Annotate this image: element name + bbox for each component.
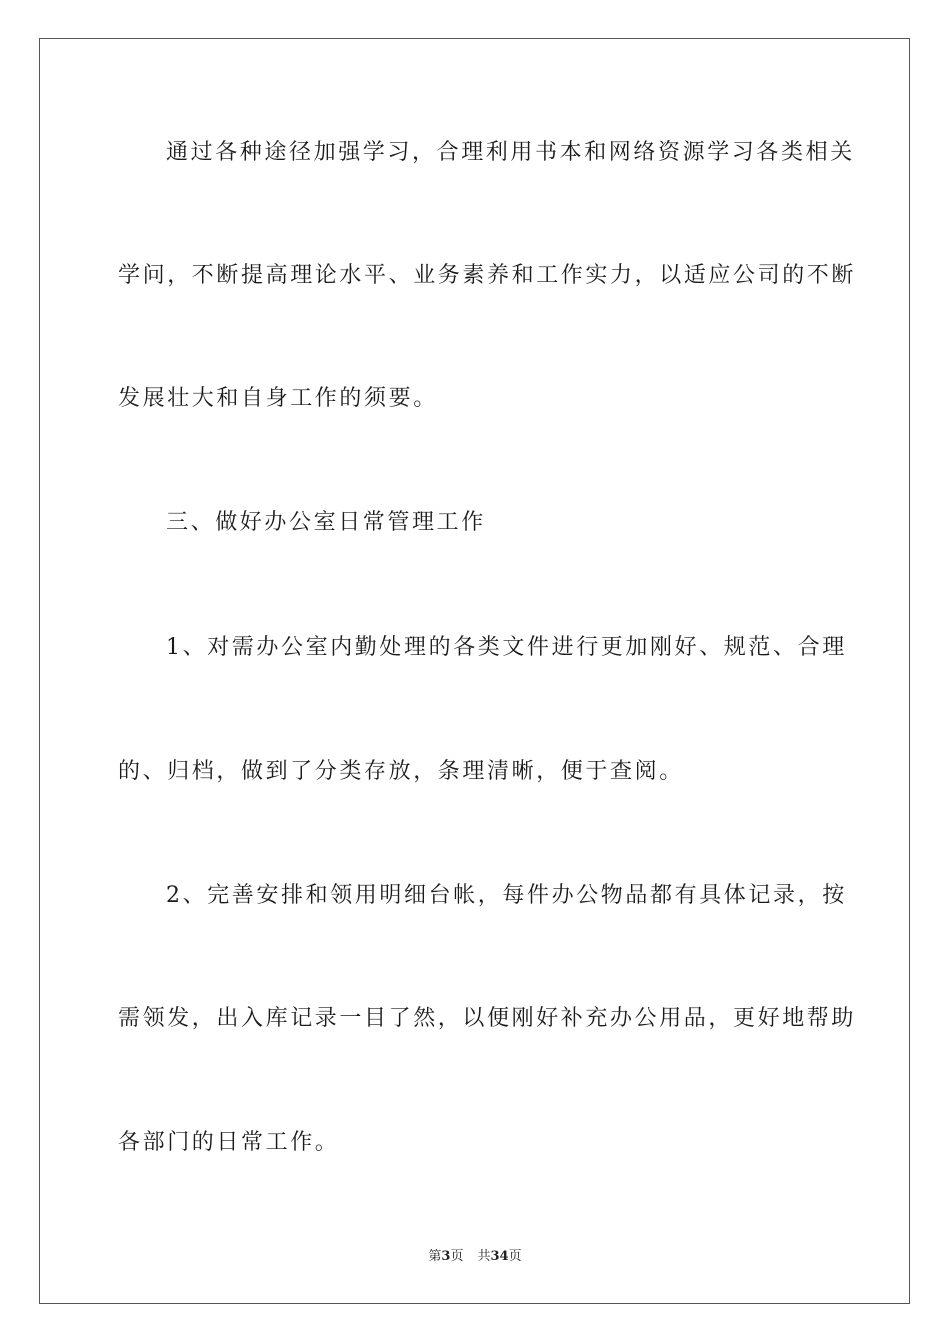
total-suffix: 页 — [508, 1249, 522, 1264]
paragraph-line-2: 学问，不断提高理论水平、业务素养和工作实力，以适应公司的不断 — [118, 263, 857, 288]
paragraph-line-9: 各部门的日常工作。 — [118, 1130, 340, 1155]
paragraph-line-1: 通过各种途径加强学习，合理利用书本和网络资源学习各类相关 — [166, 140, 855, 165]
page-prefix: 第 — [428, 1249, 442, 1264]
page-footer — [0, 1248, 950, 1266]
paragraph-line-7: 2、完善安排和领用明细台帐，每件办公物品都有具体记录，按 — [166, 883, 847, 908]
current-page-number: 3 — [441, 1249, 451, 1264]
paragraph-line-6: 的、归档，做到了分类存放，条理清晰，便于查阅。 — [118, 759, 684, 784]
paragraph-line-5: 1、对需办公室内勤处理的各类文件进行更加刚好、规范、合理 — [166, 635, 847, 660]
page-border — [39, 38, 910, 1304]
total-page-number: 34 — [490, 1249, 509, 1264]
paragraph-line-8: 需领发，出入库记录一目了然，以便刚好补充办公用品，更好地帮助 — [118, 1006, 857, 1031]
total-prefix: 共 — [477, 1249, 491, 1264]
section-heading: 三、做好办公室日常管理工作 — [166, 510, 486, 535]
page-suffix: 页 — [450, 1249, 464, 1264]
paragraph-line-3: 发展壮大和自身工作的须要。 — [118, 386, 438, 411]
